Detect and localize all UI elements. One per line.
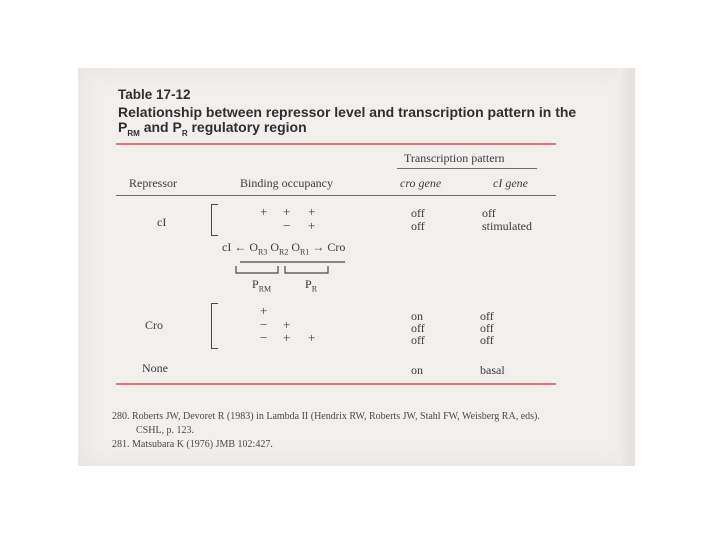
row-none-repressor: None — [142, 361, 168, 375]
col-header-binding-occupancy: Binding occupancy — [240, 176, 333, 190]
ci-gene-cell: basal — [480, 363, 505, 377]
occupancy-cell: − — [283, 218, 291, 233]
cro-gene-cell: on — [411, 309, 423, 323]
operator-or1: $O_{R1}$ — [291, 240, 310, 257]
promoter-prm-label: $P_{RM}$ — [252, 277, 272, 294]
footnote-280-cont: CSHL, p. 123. — [136, 425, 195, 436]
cro-gene-cell: on — [411, 363, 423, 377]
cro-gene-cell: off — [411, 206, 425, 220]
occupancy-cell: − — [260, 317, 268, 332]
footnote-281: 281. Matsubara K (1976) JMB 102:427. — [112, 439, 273, 450]
ci-gene-cell: off — [480, 333, 494, 347]
cro-gene-cell: off — [411, 321, 425, 335]
row-cro-repressor: Cro — [145, 318, 163, 332]
occupancy-cell: + — [308, 204, 316, 219]
occupancy-cell: + — [308, 330, 316, 345]
table-title-line2: $P_{RM}$ and $P_R$ regulatory region — [118, 119, 307, 138]
occupancy-cell: + — [283, 330, 291, 345]
diagram-left-gene: cI — [222, 240, 232, 254]
cro-gene-cell: off — [411, 333, 425, 347]
ci-gene-cell: stimulated — [482, 219, 532, 233]
table-number: Table 17-12 — [118, 87, 191, 102]
table-title-line1: Relationship between repressor level and transcription pattern in the — [118, 104, 577, 120]
col-header-cro-gene: cro gene — [400, 176, 442, 190]
right-arrow-icon: → — [312, 240, 325, 254]
promoter-pr-label: $P_R$ — [305, 277, 318, 294]
ci-gene-cell: off — [482, 206, 496, 220]
occupancy-cell: + — [308, 218, 316, 233]
occupancy-cell: + — [260, 303, 268, 318]
operator-or3: $O_{R3}$ — [249, 240, 268, 257]
diagram-right-gene: Cro — [327, 240, 346, 254]
bottom-rule — [116, 383, 556, 385]
left-arrow-icon: ← — [234, 240, 247, 254]
col-header-repressor: Repressor — [129, 176, 177, 190]
occupancy-cell: − — [260, 330, 268, 345]
transcription-pattern-header: Transcription pattern — [404, 151, 505, 165]
footnote-280: 280. Roberts JW, Devoret R (1983) in Lambda II (Hendrix RW, Roberts JW, Stahl FW, Weisberg RA, eds). — [112, 411, 540, 422]
occupancy-cell: + — [260, 204, 268, 219]
operator-or2: $O_{R2}$ — [270, 240, 289, 257]
ci-gene-cell: off — [480, 309, 494, 323]
ci-gene-cell: off — [480, 321, 494, 335]
occupancy-cell: + — [283, 204, 291, 219]
cro-gene-cell: off — [411, 219, 425, 233]
row-cro-bracket — [211, 303, 218, 349]
col-header-ci-gene: cI gene — [493, 176, 528, 190]
row-ci-repressor: cI — [157, 215, 167, 229]
occupancy-cell: + — [283, 317, 291, 332]
